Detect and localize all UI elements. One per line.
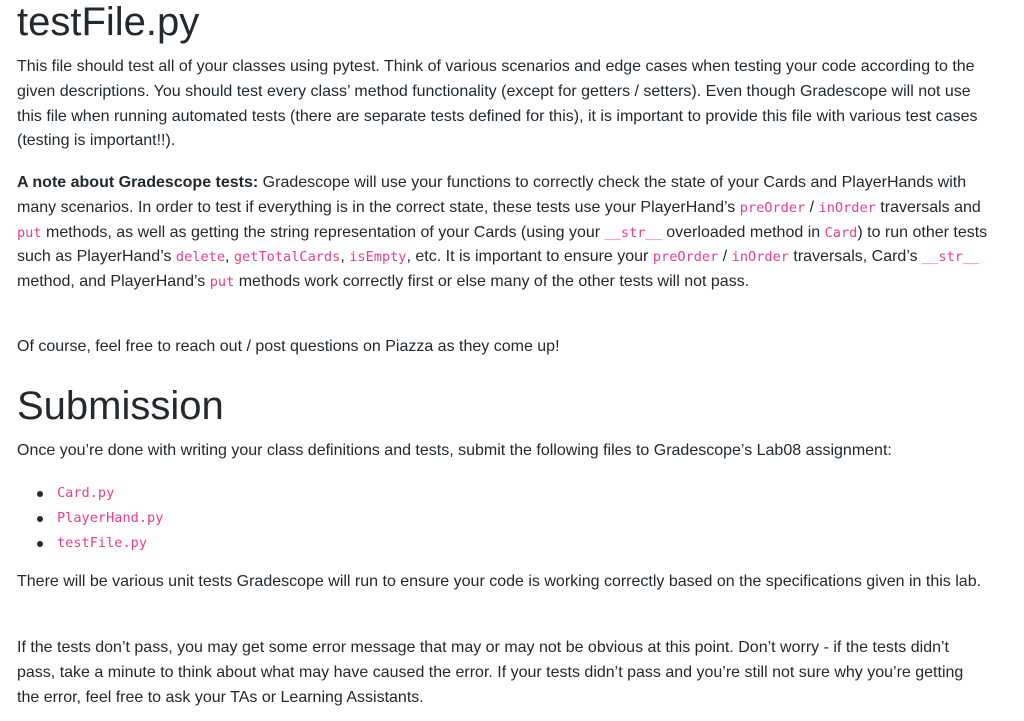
note-text-5: ) to run other tests such as PlayerHand’s xyxy=(17,223,988,266)
gradescope-note-label: A note about Gradescope tests: xyxy=(17,174,259,191)
note-separator: / xyxy=(718,248,732,266)
bullet-icon xyxy=(37,541,43,547)
code-isempty: isEmpty xyxy=(349,249,407,266)
code-preorder: preOrder xyxy=(739,199,806,216)
list-item xyxy=(57,531,163,556)
note-text-1: Gradescope will use your functions to correctly check the state of your Cards and PlayerHands with many scenarios. In order to test if everything is in the correct state, these tests use your PlayerHand’s xyxy=(17,174,967,216)
code-put: put xyxy=(209,274,235,291)
code-inorder: inOrder xyxy=(818,199,876,216)
code-str: __str__ xyxy=(922,249,980,266)
code-gettotalcards: getTotalCards xyxy=(233,249,341,266)
bullet-icon xyxy=(37,516,43,522)
note-text-7: traversals, Card’s xyxy=(788,248,923,266)
note-separator: / xyxy=(805,198,819,216)
code-put: put xyxy=(17,224,42,241)
list-item xyxy=(57,481,163,506)
note-text-8: method, and PlayerHand’s xyxy=(17,273,210,291)
list-item xyxy=(57,506,163,531)
code-delete: delete xyxy=(175,249,226,266)
unit-tests-paragraph: There will be various unit tests Gradescope will run to ensure your code is working correctly based on the specifications given in this lab. xyxy=(17,573,982,590)
submission-file-list xyxy=(17,481,163,555)
code-preorder: preOrder xyxy=(652,249,719,266)
file-name: Card.py xyxy=(57,485,115,501)
file-name: testFile.py xyxy=(57,534,148,551)
bullet-icon xyxy=(37,491,43,497)
code-inorder: inOrder xyxy=(731,249,789,266)
heading-testfile: testFile.py xyxy=(17,0,200,44)
gradescope-note-paragraph xyxy=(17,171,989,295)
code-str: __str__ xyxy=(604,224,662,241)
closing-paragraph: Of course, feel free to reach out / post questions on Piazza as they come up! xyxy=(17,338,560,355)
failing-tests-paragraph: If the tests don’t pass, you may get some error message that may or may not be obvious at this point. Don’t worry - if the tests didn’t pass, take a minute to think about what may have caused the error. If your tests didn’t pass and you’re still not sure why you’re getting the error, feel free to ask your TAs or Learning Assistants. xyxy=(17,639,964,706)
file-name: PlayerHand.py xyxy=(57,509,164,526)
note-text-2: traversals and xyxy=(875,198,981,216)
submission-intro-paragraph: Once you’re done with writing your class definitions and tests, submit the following files to Gradescope’s Lab08 assignment: xyxy=(17,442,892,459)
note-text-3: methods, as well as getting the string representation of your Cards (using your xyxy=(41,223,605,241)
heading-submission: Submission xyxy=(17,384,224,428)
note-text-6: , etc. It is important to ensure your xyxy=(406,248,653,266)
code-card: Card xyxy=(824,224,858,241)
note-comma: , xyxy=(225,248,234,266)
note-text-9: methods work correctly first or else many of the other tests will not pass. xyxy=(234,273,750,291)
note-comma: , xyxy=(340,248,350,266)
testfile-intro-paragraph: This file should test all of your classes using pytest. Think of various scenarios and edge cases when testing your code according to the given descriptions. You should test every class’ method functionality (except for getters / setters). Even though Gradescope will not use this file when running automated tests (there are separate tests defined for this), it is important to provide this file with various test cases (testing is important!!). xyxy=(17,58,978,150)
note-text-4: overloaded method in xyxy=(661,223,825,241)
